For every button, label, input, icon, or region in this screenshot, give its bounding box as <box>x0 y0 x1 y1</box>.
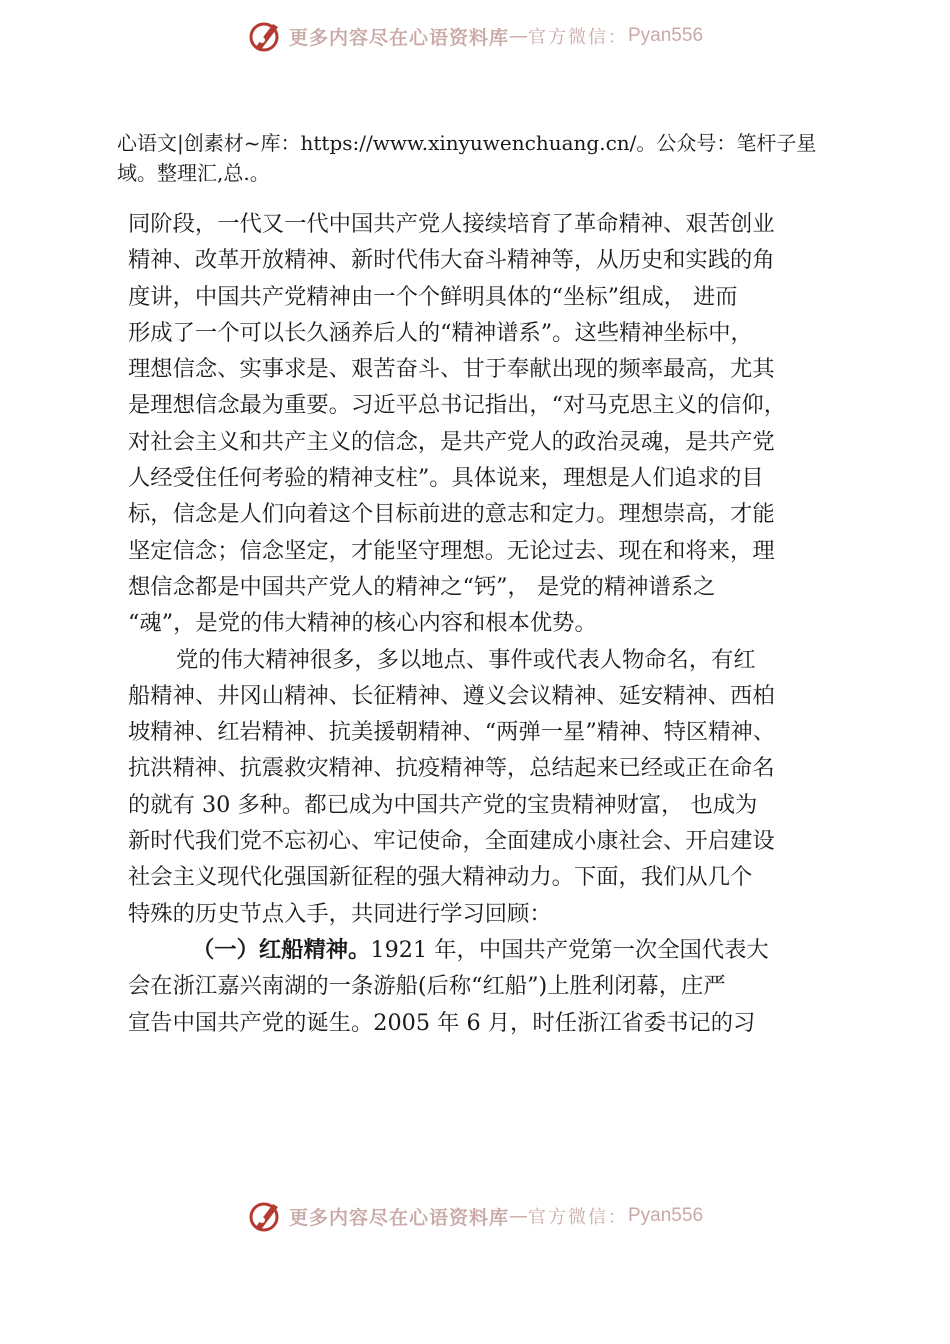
text-line: “魂”，是党的伟大精神的核心内容和根本优势。 <box>128 610 597 637</box>
text-line: 想信念都是中国共产党人的精神之“钙”， 是党的精神谱系之 <box>128 573 716 600</box>
header-brand-text: 更多内容尽在心语资料库 <box>288 26 509 49</box>
text-line: 抗洪精神、抗震救灾精神、抗疫精神等，总结起来已经或正在命名 <box>128 755 775 782</box>
paragraph-2 <box>128 642 858 932</box>
header-wechat-label: 官方微信： <box>528 27 628 48</box>
section-heading: （一）红船精神。 <box>192 936 371 963</box>
text-line: 新时代我们党不忘初心、牢记使命，全面建成小康社会、开启建设 <box>128 828 775 855</box>
text-line: 党的伟大精神很多，多以地点、事件或代表人物命名，有红 <box>176 646 756 673</box>
text-line: 标，信念是人们向着这个目标前进的意志和定力。理想崇高，才能 <box>128 501 775 528</box>
section-heading-rest: 1921 年，中国共产党第一次全国代表大 <box>370 936 769 963</box>
text-line: 理想信念、实事求是、艰苦奋斗、甘于奉献出现的频率最高，尤其 <box>128 356 775 383</box>
text-line: 形成了一个可以长久涵养后人的“精神谱系”。这些精神坐标中， <box>128 319 753 346</box>
header-wechat-id: Pyan556 <box>628 25 704 46</box>
paragraph-1 <box>128 206 858 642</box>
text-line: 坡精神、红岩精神、抗美援朝精神、“两弹一星”精神、特区精神、 <box>128 719 776 746</box>
text-line: 精神、改革开放精神、新时代伟大奋斗精神等，从历史和实践的角 <box>128 247 775 274</box>
text-line: 是理想信念最为重要。习近平总书记指出，“对马克思主义的信仰， <box>128 392 787 419</box>
text-line: 船精神、井冈山精神、长征精神、遵义会议精神、延安精神、西柏 <box>128 682 775 709</box>
footer-wechat-label: 官方微信： <box>528 1207 628 1228</box>
text-line <box>128 932 858 968</box>
text-line: 特殊的历史节点入手，共同进行学习回顾： <box>128 900 552 927</box>
text-line: 同阶段，一代又一代中国共产党人接续培育了革命精神、艰苦创业 <box>128 211 775 237</box>
paragraph-3 <box>128 932 858 1041</box>
footer-brand-text: 更多内容尽在心语资料库 <box>288 1206 509 1229</box>
footer-wechat-id: Pyan556 <box>628 1205 704 1226</box>
text-line: 度讲，中国共产党精神由一个个鲜明具体的“坐标”组成， 进而 <box>128 283 738 310</box>
text-line: 社会主义现代化强国新征程的强大精神动力。下面，我们从几个 <box>128 864 753 891</box>
text-line: 对社会主义和共产主义的信念，是共产党人的政治灵魂，是共产党 <box>128 428 775 455</box>
source-note: 心语文|创素材~库：https://www.xinyuwenchuang.cn/。公众号：笔杆子星域。整理汇,总.。 <box>117 131 817 185</box>
text-line: 人经受住任何考验的精神支柱”。具体说来，理想是人们追求的目 <box>128 465 764 492</box>
pen-logo-icon <box>247 1198 283 1234</box>
text-line: 的就有 30 多种。都已成为中国共产党的宝贵精神财富， 也成为 <box>128 791 758 818</box>
text-line: 坚定信念；信念坚定，才能坚守理想。无论过去、现在和将来，理 <box>128 537 775 564</box>
pen-logo-icon <box>247 18 283 54</box>
footer-dash: — <box>509 1205 528 1227</box>
footer-banner <box>0 1194 950 1238</box>
text-line: 宣告中国共产党的诞生。2005 年 6 月，时任浙江省委书记的习 <box>128 1009 756 1036</box>
text-line: 会在浙江嘉兴南湖的一条游船(后称“红船”)上胜利闭幕，庄严 <box>128 973 726 1000</box>
header-banner <box>0 14 950 58</box>
header-dash: — <box>509 25 528 47</box>
document-body <box>128 206 858 1041</box>
